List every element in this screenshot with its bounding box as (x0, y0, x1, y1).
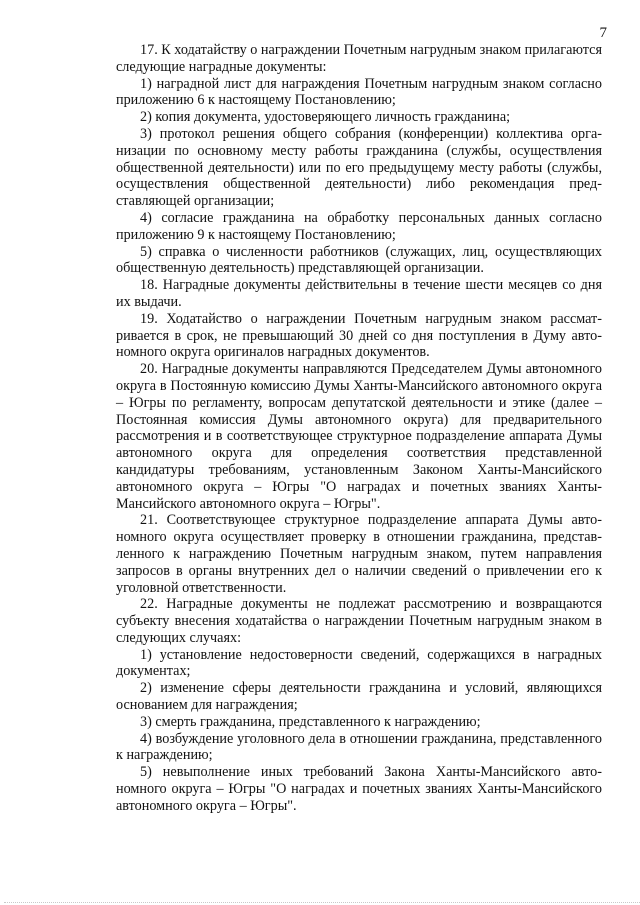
paragraph-22-intro: 22. Наградные документы не подлежат рассмотрению и возвращаются субъекту внесения ходатайства о награждении Почетным нагрудным знаком в следующих случаях: (116, 596, 602, 646)
paragraph-22-item-5: 5) невыполнение иных требований Закона Ханты-Мансийского автономного округа – Югры "О наградах и почетных званиях Ханты-Мансийского автономного округа – Югры". (116, 764, 602, 814)
paragraph-18: 18. Наградные документы действительны в течение шести месяцев со дня их выдачи. (116, 277, 602, 310)
paragraph-22-item-4: 4) возбуждение уголовного дела в отношении гражданина, представленного к награждению; (116, 730, 602, 764)
paragraph-17-intro: 17. К ходатайству о награждении Почетным нагрудным знаком прилагаются следующие наградные документы: (116, 42, 603, 75)
page-number: 7 (599, 25, 607, 41)
paragraph-17-item-4: 4) согласие гражданина на обработку персональных данных согласно приложению 9 к настоящему Постановлению; (116, 209, 602, 243)
paragraph-17-item-1: 1) наградной лист для награждения Почетным нагрудным знаком согласно приложению 6 к настоящему Постановлению; (116, 75, 602, 109)
document-body (116, 42, 602, 815)
paragraph-20: 20. Наградные документы направляются Председателем Думы автономного округа в Постоянную комиссию Думы Ханты-Мансийского автономного округа – Югры по регламенту, вопросам депутатской деятельности и этике (далее – Постоянная комиссия Думы автономного округа) для предварительного рассмотрения и в соответствующее структурное подразделение аппарата Думы автономного округа для определения соответствия представленной кандидатуры требованиям, установленным Законом Ханты-Мансийского автономного округа – Югры "О наградах и почетных званиях Ханты-Мансийского автономного округа – Югры". (116, 361, 602, 512)
paragraph-22-item-2: 2) изменение сферы деятельности гражданина и условий, являющихся основанием для награждения; (116, 680, 602, 714)
paragraph-21: 21. Соответствующее структурное подразделение аппарата Думы автономного округа осуществляет проверку в отношении гражданина, представленного к награждению Почетным нагрудным знаком, путем направления запросов в органы внутренних дел о наличии сведений о привлечении его к уголовной ответственности. (116, 512, 602, 596)
scan-edge-line (4, 902, 640, 903)
paragraph-17-item-3: 3) протокол решения общего собрания (конференции) коллектива организации по основному месту работы гражданина (службы, осуществления общественной деятельности) или по его предыдущему месту работы (службы, осуществления общественной деятельности) либо рекомендация представляющей организации; (116, 125, 602, 210)
paragraph-22-item-1: 1) установление недостоверности сведений, содержащихся в наградных документах; (116, 646, 602, 680)
paragraph-22-item-3: 3) смерть гражданина, представленного к награждению; (140, 713, 481, 730)
paragraph-17-item-2: 2) копия документа, удостоверяющего личность гражданина; (140, 109, 511, 126)
paragraph-19: 19. Ходатайство о награждении Почетным нагрудным знаком рассматривается в срок, не превышающий 30 дней со дня поступления в Думу автономного округа оригиналов наградных документов. (116, 310, 602, 361)
paragraph-17-item-5: 5) справка о численности работников (служащих, лиц, осуществляющих общественную деятельность) представляющей организации. (116, 243, 602, 277)
